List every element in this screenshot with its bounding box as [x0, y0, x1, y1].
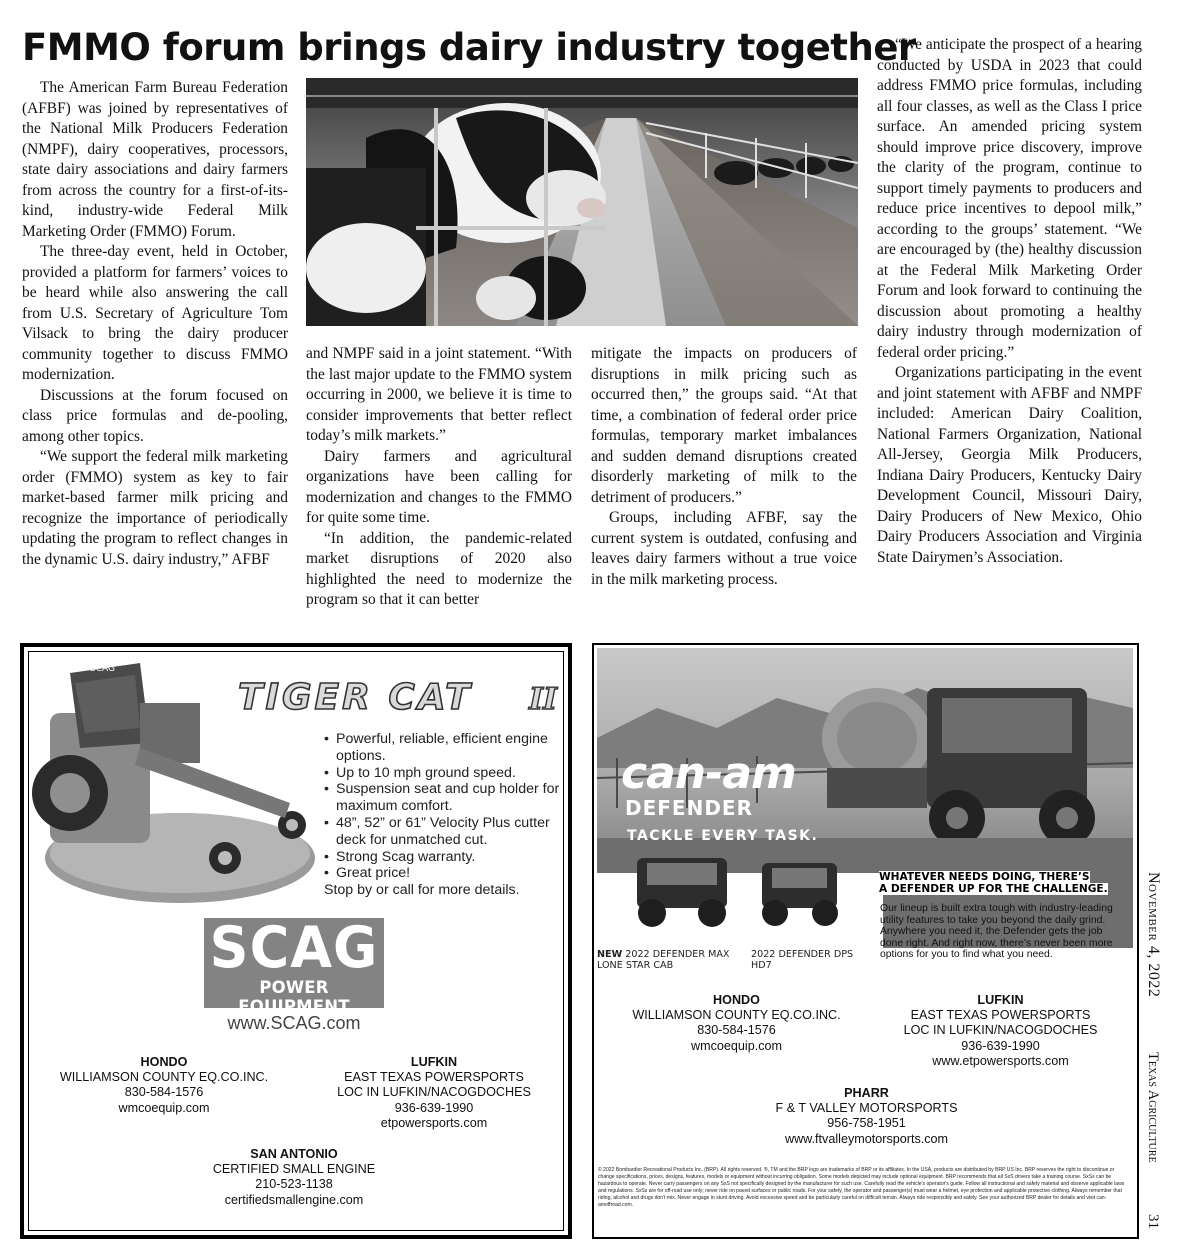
dealer-website: www.etpowersports.com — [932, 1053, 1069, 1068]
dealer-city: LUFKIN — [977, 993, 1024, 1007]
dealer-city: HONDO — [713, 993, 760, 1007]
dealer-website: wmcoequip.com — [691, 1038, 782, 1053]
dealer-location: LOC IN LUFKIN/NACOGDOCHES — [337, 1085, 531, 1100]
article-headline: FMMO forum brings dairy industry together — [22, 26, 916, 69]
headline-line-2: A DEFENDER UP FOR THE CHALLENGE. — [879, 883, 1108, 895]
dealer-phone: 830-584-1576 — [697, 1023, 776, 1038]
headline-line-1: WHATEVER NEEDS DOING, THERE’S — [879, 871, 1090, 883]
model-caption-max — [597, 949, 729, 971]
model-name: 2022 DEFENDER MAX — [625, 949, 730, 960]
paragraph: Discussions at the forum focused on class price formulas and de-pooling, among other topics. — [22, 386, 288, 445]
product-name: TIGER CAT — [238, 677, 473, 718]
dealer-name: EAST TEXAS POWERSPORTS — [910, 1008, 1091, 1023]
dealer-lufkin — [878, 993, 1123, 1069]
dealer-website: certifiedsmallengine.com — [224, 1192, 364, 1207]
dealer-name: WILLIAMSON COUNTY EQ.CO.INC. — [59, 1070, 269, 1085]
feature-list — [324, 731, 564, 899]
scag-website: www.SCAG.com — [227, 1013, 361, 1033]
feature-item: • 48”, 52” or 61” Velocity Plus cutter deck for unmatched cut. — [324, 815, 564, 849]
publication-name: Texas Agriculture — [1145, 1052, 1161, 1163]
paragraph: and NMPF said in a joint statement. “With the last major update to the FMMO system occurring in 2000, we believe it is time to consider improvements that better reflect today’s milk markets.” — [306, 345, 572, 444]
dealer-phone: 830-584-1576 — [124, 1085, 204, 1100]
dealer-city: HONDO — [140, 1055, 188, 1069]
feature-item: • Strong Scag warranty. — [324, 849, 564, 866]
dealer-name: WILLIAMSON COUNTY EQ.CO.INC. — [632, 1008, 841, 1023]
dealer-location: LOC IN LUFKIN/NACOGDOCHES — [903, 1023, 1098, 1038]
tagline: TACKLE EVERY TASK. — [627, 828, 819, 844]
legal-fine-print: © 2022 Bombardier Recreational Products Inc. (BRP). All rights reserved. ®, TM and the BRP logo are trademarks of BRP or its affiliates. In the USA, products are distributed by BRP US Inc. BRP reserves the right to discontinue or change specifications, prices, designs, features, models or equipment without incurring obligation. Some models depicted may include optional equipment. BRP recommends that all SxS drivers take a training course. SxSs can be hazardous to operate. Never carry passengers on any SxS not specifically designed by the manufacturer for such use. Carefully read the vehicle's operator's guide. Follow all instructional and safety material and observe applicable laws and regulations. SxSs are for off-road use only; never ride on paved surfaces or public roads. For your safety, the operator and passenger(s) must wear a helmet, eye protection and applicable protective clothing. Always remember that riding, alcohol and drugs don't mix. Never engage in stunt driving. Avoid excessive speed and be particularly careful on difficult terrain. Always ride responsibly and safely. See your authorized BRP dealer for details and visit can-amoffroad.com. — [598, 1167, 1125, 1208]
paragraph: “We anticipate the prospect of a hearing conducted by USDA in 2023 that could address FMMO price formulas, including all four classes, as well as the Class I price surface. An amended pricing system should improve price discovery, improve the clarity of the program, continue to support timely payments to producers and reduce price incentives to depool milk,” according to the groups’ statement. “We are encouraged by (the) healthy discussion at the Federal Milk Marketing Order Forum and look forward to continuing the discussion about promoting a healthy dairy industry through modernization of federal order pricing.” — [877, 36, 1142, 361]
canam-brand-logo: can-am — [621, 748, 796, 799]
dealer-pharr — [744, 1086, 989, 1147]
paragraph: Dairy farmers and agricultural organizations have been calling for modernization and changes to the FMMO for quite some time. — [306, 447, 572, 526]
dealer-city: SAN ANTONIO — [250, 1147, 338, 1161]
paragraph: The American Farm Bureau Federation (AFBF) was joined by representatives of the National Milk Producers Federation (NMPF), dairy cooperatives, processors, state dairy associations and dairy farmers from across the country for a first-of-its-kind, industry-wide Federal Milk Marketing Order (FMMO) Forum. — [22, 79, 288, 240]
dealer-name: F & T VALLEY MOTORSPORTS — [775, 1101, 958, 1116]
dealer-city: LUFKIN — [410, 1055, 458, 1069]
dealer-hondo — [614, 993, 859, 1054]
issue-date: November 4, 2022 — [1145, 872, 1162, 998]
defender-body-copy: Our lineup is built extra tough with industry-leading utility features to take you beyond the daily grind. Anywhere you need it, the Defender gets the job done right. And right now, there’s never been more options for you to find what you need. — [880, 903, 1113, 961]
article-column-3 — [591, 344, 857, 590]
mower-badge: SCAG — [90, 664, 115, 674]
model-caption-dps — [751, 949, 853, 971]
call-to-action: Stop by or call for more details. — [324, 882, 520, 899]
paragraph: “We support the federal milk marketing order (FMMO) system as key to fair market-based farmer milk pricing and recognize the importance of periodically updating the program to reflect changes in the dynamic U.S. dairy industry,” AFBF — [22, 448, 288, 568]
scag-logo-text: SCAG — [209, 914, 379, 981]
paragraph: mitigate the impacts on producers of disruptions in milk pricing such as occurred then,” the groups said. “At that time, a combination of federal order price formulas, temporary market imbalances and sudden demand disruptions created disorderly marketing of milk to the detriment of producers.” — [591, 345, 857, 506]
feature-item: • Up to 10 mph ground speed. — [324, 765, 564, 782]
canam-advertisement — [592, 643, 1139, 1239]
dealer-san-antonio — [174, 1147, 414, 1208]
defender-headline — [879, 871, 1129, 895]
scag-logo — [204, 914, 384, 1016]
barn-cows-illustration — [306, 78, 858, 326]
product-numeral: II — [529, 682, 558, 717]
tiger-cat-logo — [234, 671, 564, 721]
dealer-website: etpowersports.com — [380, 1115, 488, 1130]
new-badge: NEW — [597, 949, 623, 960]
article-column-4 — [877, 35, 1142, 568]
dealer-city: PHARR — [844, 1086, 889, 1100]
dealer-phone: 936-639-1990 — [394, 1100, 474, 1115]
dealer-name: EAST TEXAS POWERSPORTS — [344, 1070, 524, 1085]
paragraph: Organizations participating in the event and joint statement with AFBF and NMPF included: American Dairy Coalition, National Farmers Organization, National All-Jersey, Georgia Milk Producers, Indiana Dairy Producers, Kentucky Dairy Development Council, Missouri Dairy, Dairy Producers of New Mexico, Ohio Dairy Producers Association and Virginia State Dairymen’s Association. — [877, 364, 1142, 566]
model-trim: HD7 — [751, 960, 772, 971]
article-column-1 — [22, 78, 288, 570]
dealer-phone: 210-523-1138 — [255, 1177, 333, 1192]
dealer-phone: 936-639-1990 — [961, 1038, 1040, 1053]
dealer-phone: 956-758-1951 — [827, 1116, 906, 1131]
paragraph: Groups, including AFBF, say the current system is outdated, confusing and leaves dairy farmers without a true voice in the milk marketing process. — [591, 509, 857, 588]
dealer-lufkin — [314, 1055, 554, 1131]
defender-wordmark: DEFENDER — [625, 796, 753, 820]
model-name: 2022 DEFENDER DPS — [751, 949, 854, 960]
dealer-website: www.ftvalleymotorsports.com — [784, 1131, 949, 1146]
page-number: 31 — [1145, 1214, 1161, 1229]
feature-item: • Powerful, reliable, efficient engine options. — [324, 731, 564, 765]
dealer-name: CERTIFIED SMALL ENGINE — [212, 1162, 376, 1177]
scag-advertisement — [20, 643, 572, 1239]
article-column-2 — [306, 344, 572, 611]
feature-item: • Great price! — [324, 865, 564, 882]
dairy-cows-photo — [306, 78, 858, 326]
paragraph: The three-day event, held in October, provided a platform for farmers’ voices to be heard while also answering the call from U.S. Secretary of Agriculture Tom Vilsack to bring the dairy producer community together to discuss FMMO modernization. — [22, 243, 288, 383]
dealer-hondo — [44, 1055, 284, 1116]
scag-logo-subtitle: POWER EQUIPMENT — [238, 978, 350, 1016]
paragraph: “In addition, the pandemic-related market disruptions of 2020 also highlighted the need to modernize the program so that it can better — [306, 529, 572, 608]
model-trim: LONE STAR CAB — [597, 960, 674, 971]
dealer-website: wmcoequip.com — [118, 1100, 210, 1115]
feature-item: • Suspension seat and cup holder for maximum comfort. — [324, 781, 564, 815]
